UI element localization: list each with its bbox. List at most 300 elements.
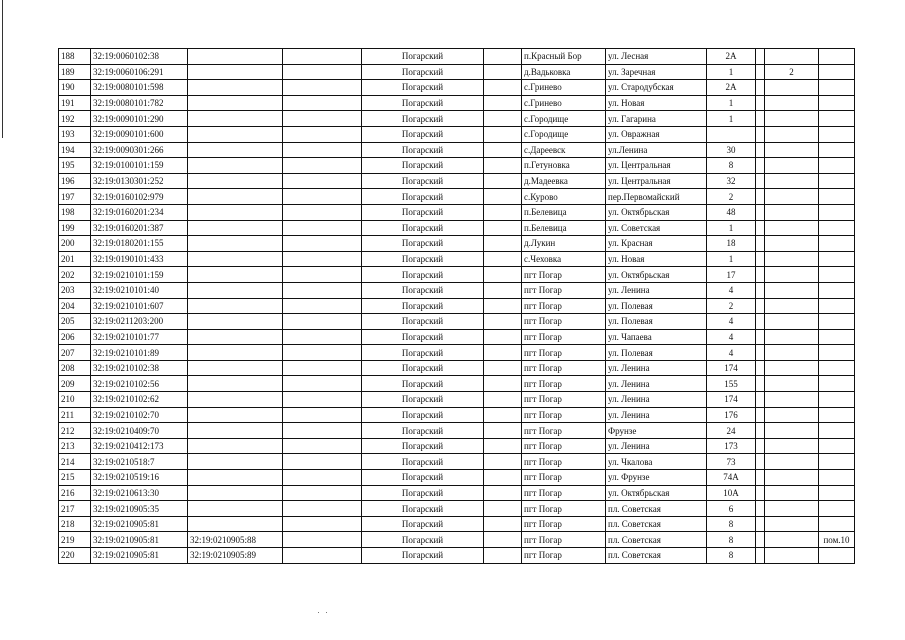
note-cell <box>819 516 855 532</box>
house-number-cell: 4 <box>707 314 756 330</box>
apartment-cell <box>765 111 819 127</box>
premises-cadastral-number-cell <box>188 345 283 361</box>
apartment-cell <box>765 407 819 423</box>
table-body <box>59 49 855 564</box>
table-row <box>59 501 855 517</box>
table-row <box>59 126 855 142</box>
empty-cell <box>283 438 362 454</box>
street-cell: ул. Ленина <box>606 438 707 454</box>
premises-cadastral-number-cell <box>188 423 283 439</box>
table-row <box>59 532 855 548</box>
apartment-cell <box>765 251 819 267</box>
premises-cadastral-number-cell <box>188 282 283 298</box>
premises-cadastral-number-cell <box>188 126 283 142</box>
empty-cell <box>484 501 522 517</box>
table-row <box>59 392 855 408</box>
building-cell <box>756 236 765 252</box>
cadastral-number-cell: 32:19:0080101:782 <box>91 95 188 111</box>
table-row <box>59 251 855 267</box>
table-row <box>59 470 855 486</box>
street-cell: ул. Полевая <box>606 314 707 330</box>
building-cell <box>756 485 765 501</box>
house-number-cell: 2А <box>707 80 756 96</box>
table-row <box>59 282 855 298</box>
locality-cell: пгт Погар <box>522 532 606 548</box>
note-cell <box>819 454 855 470</box>
premises-cadastral-number-cell <box>188 204 283 220</box>
house-number-cell: 48 <box>707 204 756 220</box>
note-cell <box>819 80 855 96</box>
premises-cadastral-number-cell <box>188 470 283 486</box>
empty-cell <box>484 189 522 205</box>
building-cell <box>756 470 765 486</box>
apartment-cell <box>765 189 819 205</box>
note-cell <box>819 345 855 361</box>
locality-cell: пгт Погар <box>522 360 606 376</box>
district-cell: Погарский <box>362 158 484 174</box>
district-cell: Погарский <box>362 204 484 220</box>
table-row <box>59 189 855 205</box>
empty-cell <box>283 158 362 174</box>
district-cell: Погарский <box>362 189 484 205</box>
apartment-cell <box>765 470 819 486</box>
table-row <box>59 314 855 330</box>
table-row <box>59 111 855 127</box>
district-cell: Погарский <box>362 251 484 267</box>
empty-cell <box>283 126 362 142</box>
cadastral-number-cell: 32:19:0090301:266 <box>91 142 188 158</box>
district-cell: Погарский <box>362 345 484 361</box>
empty-cell <box>484 532 522 548</box>
table-row <box>59 423 855 439</box>
row-number-cell: 217 <box>59 501 91 517</box>
row-number-cell: 189 <box>59 64 91 80</box>
street-cell: ул. Ленина <box>606 360 707 376</box>
district-cell: Погарский <box>362 236 484 252</box>
house-number-cell: 6 <box>707 501 756 517</box>
empty-cell <box>484 64 522 80</box>
premises-cadastral-number-cell <box>188 454 283 470</box>
house-number-cell: 155 <box>707 376 756 392</box>
table-row <box>59 80 855 96</box>
row-number-cell: 212 <box>59 423 91 439</box>
house-number-cell: 1 <box>707 64 756 80</box>
row-number-cell: 207 <box>59 345 91 361</box>
premises-cadastral-number-cell <box>188 376 283 392</box>
apartment-cell <box>765 220 819 236</box>
note-cell <box>819 423 855 439</box>
building-cell <box>756 173 765 189</box>
street-cell: ул. Гагарина <box>606 111 707 127</box>
table-row <box>59 142 855 158</box>
street-cell: пл. Советская <box>606 516 707 532</box>
street-cell: ул. Ленина <box>606 376 707 392</box>
building-cell <box>756 282 765 298</box>
row-number-cell: 220 <box>59 548 91 564</box>
district-cell: Погарский <box>362 80 484 96</box>
street-cell: пер.Первомайский <box>606 189 707 205</box>
locality-cell: пгт Погар <box>522 329 606 345</box>
premises-cadastral-number-cell <box>188 267 283 283</box>
building-cell <box>756 501 765 517</box>
note-cell: пом.10 <box>819 532 855 548</box>
building-cell <box>756 423 765 439</box>
district-cell: Погарский <box>362 423 484 439</box>
building-cell <box>756 345 765 361</box>
empty-cell <box>484 267 522 283</box>
cadastral-number-cell: 32:19:0210905:81 <box>91 532 188 548</box>
cadastral-number-cell: 32:19:0210613:30 <box>91 485 188 501</box>
note-cell <box>819 407 855 423</box>
house-number-cell: 2 <box>707 298 756 314</box>
note-cell <box>819 392 855 408</box>
street-cell: ул. Центральная <box>606 158 707 174</box>
street-cell: пл. Советская <box>606 532 707 548</box>
cadastral-number-cell: 32:19:0210102:38 <box>91 360 188 376</box>
house-number-cell: 173 <box>707 438 756 454</box>
premises-cadastral-number-cell <box>188 64 283 80</box>
premises-cadastral-number-cell <box>188 158 283 174</box>
empty-cell <box>484 49 522 65</box>
locality-cell: д.Лукин <box>522 236 606 252</box>
empty-cell <box>283 454 362 470</box>
note-cell <box>819 158 855 174</box>
empty-cell <box>484 407 522 423</box>
premises-cadastral-number-cell <box>188 173 283 189</box>
building-cell <box>756 438 765 454</box>
building-cell <box>756 360 765 376</box>
scan-speck <box>318 612 319 613</box>
district-cell: Погарский <box>362 438 484 454</box>
empty-cell <box>484 80 522 96</box>
table-row <box>59 548 855 564</box>
cadastral-number-cell: 32:19:0210102:56 <box>91 376 188 392</box>
row-number-cell: 205 <box>59 314 91 330</box>
property-registry-table <box>58 48 855 564</box>
house-number-cell: 18 <box>707 236 756 252</box>
row-number-cell: 200 <box>59 236 91 252</box>
house-number-cell: 32 <box>707 173 756 189</box>
building-cell <box>756 267 765 283</box>
empty-cell <box>484 314 522 330</box>
street-cell: ул. Новая <box>606 251 707 267</box>
premises-cadastral-number-cell <box>188 220 283 236</box>
empty-cell <box>484 454 522 470</box>
building-cell <box>756 548 765 564</box>
row-number-cell: 190 <box>59 80 91 96</box>
locality-cell: пгт Погар <box>522 470 606 486</box>
house-number-cell: 2А <box>707 49 756 65</box>
locality-cell: с.Городище <box>522 126 606 142</box>
empty-cell <box>484 298 522 314</box>
cadastral-number-cell: 32:19:0210101:89 <box>91 345 188 361</box>
district-cell: Погарский <box>362 485 484 501</box>
premises-cadastral-number-cell <box>188 111 283 127</box>
table-row <box>59 236 855 252</box>
note-cell <box>819 173 855 189</box>
cadastral-number-cell: 32:19:0210101:40 <box>91 282 188 298</box>
table-row <box>59 204 855 220</box>
empty-cell <box>283 485 362 501</box>
building-cell <box>756 80 765 96</box>
apartment-cell <box>765 282 819 298</box>
district-cell: Погарский <box>362 95 484 111</box>
house-number-cell: 8 <box>707 158 756 174</box>
locality-cell: пгт Погар <box>522 267 606 283</box>
table-row <box>59 267 855 283</box>
apartment-cell <box>765 298 819 314</box>
row-number-cell: 214 <box>59 454 91 470</box>
apartment-cell <box>765 360 819 376</box>
locality-cell: п.Белевица <box>522 204 606 220</box>
empty-cell <box>484 111 522 127</box>
district-cell: Погарский <box>362 548 484 564</box>
empty-cell <box>484 204 522 220</box>
empty-cell <box>484 376 522 392</box>
empty-cell <box>484 236 522 252</box>
cadastral-number-cell: 32:19:0090101:290 <box>91 111 188 127</box>
district-cell: Погарский <box>362 501 484 517</box>
district-cell: Погарский <box>362 392 484 408</box>
locality-cell: с.Дареевск <box>522 142 606 158</box>
district-cell: Погарский <box>362 298 484 314</box>
row-number-cell: 193 <box>59 126 91 142</box>
table-row <box>59 298 855 314</box>
building-cell <box>756 392 765 408</box>
locality-cell: пгт Погар <box>522 516 606 532</box>
empty-cell <box>484 392 522 408</box>
note-cell <box>819 49 855 65</box>
building-cell <box>756 251 765 267</box>
street-cell: ул. Овражная <box>606 126 707 142</box>
house-number-cell: 174 <box>707 392 756 408</box>
premises-cadastral-number-cell <box>188 407 283 423</box>
district-cell: Погарский <box>362 329 484 345</box>
table-row <box>59 516 855 532</box>
district-cell: Погарский <box>362 376 484 392</box>
district-cell: Погарский <box>362 360 484 376</box>
row-number-cell: 202 <box>59 267 91 283</box>
district-cell: Погарский <box>362 49 484 65</box>
cadastral-number-cell: 32:19:0210412:173 <box>91 438 188 454</box>
street-cell: ул. Лесная <box>606 49 707 65</box>
premises-cadastral-number-cell <box>188 142 283 158</box>
premises-cadastral-number-cell <box>188 251 283 267</box>
premises-cadastral-number-cell <box>188 501 283 517</box>
row-number-cell: 201 <box>59 251 91 267</box>
cadastral-number-cell: 32:19:0060106:291 <box>91 64 188 80</box>
apartment-cell <box>765 392 819 408</box>
apartment-cell <box>765 142 819 158</box>
locality-cell: пгт Погар <box>522 454 606 470</box>
premises-cadastral-number-cell: 32:19:0210905:88 <box>188 532 283 548</box>
table-row <box>59 49 855 65</box>
empty-cell <box>283 282 362 298</box>
street-cell: ул. Полевая <box>606 298 707 314</box>
table-row <box>59 376 855 392</box>
district-cell: Погарский <box>362 454 484 470</box>
street-cell: ул. Октябрьская <box>606 267 707 283</box>
apartment-cell <box>765 204 819 220</box>
empty-cell <box>484 516 522 532</box>
empty-cell <box>283 501 362 517</box>
row-number-cell: 198 <box>59 204 91 220</box>
street-cell: ул. Новая <box>606 95 707 111</box>
note-cell <box>819 470 855 486</box>
building-cell <box>756 220 765 236</box>
note-cell <box>819 438 855 454</box>
district-cell: Погарский <box>362 64 484 80</box>
empty-cell <box>283 267 362 283</box>
building-cell <box>756 142 765 158</box>
empty-cell <box>484 548 522 564</box>
empty-cell <box>283 314 362 330</box>
scan-edge-mark <box>2 0 3 138</box>
row-number-cell: 216 <box>59 485 91 501</box>
house-number-cell: 176 <box>707 407 756 423</box>
cadastral-number-cell: 32:19:0100101:159 <box>91 158 188 174</box>
street-cell: ул. Ленина <box>606 407 707 423</box>
district-cell: Погарский <box>362 314 484 330</box>
empty-cell <box>283 407 362 423</box>
cadastral-number-cell: 32:19:0210102:62 <box>91 392 188 408</box>
table-row <box>59 95 855 111</box>
building-cell <box>756 64 765 80</box>
premises-cadastral-number-cell <box>188 314 283 330</box>
table-row <box>59 158 855 174</box>
house-number-cell <box>707 126 756 142</box>
cadastral-number-cell: 32:19:0210905:35 <box>91 501 188 517</box>
empty-cell <box>283 345 362 361</box>
empty-cell <box>283 329 362 345</box>
apartment-cell <box>765 95 819 111</box>
cadastral-number-cell: 32:19:0080101:598 <box>91 80 188 96</box>
empty-cell <box>283 360 362 376</box>
building-cell <box>756 532 765 548</box>
cadastral-number-cell: 32:19:0210101:159 <box>91 267 188 283</box>
locality-cell: с.Чеховка <box>522 251 606 267</box>
building-cell <box>756 407 765 423</box>
locality-cell: пгт Погар <box>522 376 606 392</box>
apartment-cell <box>765 376 819 392</box>
district-cell: Погарский <box>362 516 484 532</box>
locality-cell: с.Городище <box>522 111 606 127</box>
apartment-cell <box>765 158 819 174</box>
empty-cell <box>484 282 522 298</box>
row-number-cell: 195 <box>59 158 91 174</box>
apartment-cell <box>765 267 819 283</box>
empty-cell <box>283 204 362 220</box>
empty-cell <box>283 111 362 127</box>
cadastral-number-cell: 32:19:0210409:70 <box>91 423 188 439</box>
table-row <box>59 345 855 361</box>
house-number-cell: 174 <box>707 360 756 376</box>
locality-cell: пгт Погар <box>522 407 606 423</box>
row-number-cell: 215 <box>59 470 91 486</box>
empty-cell <box>283 470 362 486</box>
building-cell <box>756 516 765 532</box>
empty-cell <box>283 95 362 111</box>
table-row <box>59 407 855 423</box>
locality-cell: пгт Погар <box>522 485 606 501</box>
house-number-cell: 73 <box>707 454 756 470</box>
empty-cell <box>283 236 362 252</box>
cadastral-number-cell: 32:19:0210102:70 <box>91 407 188 423</box>
apartment-cell <box>765 485 819 501</box>
street-cell: ул. Полевая <box>606 345 707 361</box>
apartment-cell <box>765 173 819 189</box>
apartment-cell <box>765 501 819 517</box>
locality-cell: д.Мадеевка <box>522 173 606 189</box>
district-cell: Погарский <box>362 407 484 423</box>
note-cell <box>819 220 855 236</box>
note-cell <box>819 251 855 267</box>
street-cell: ул. Советская <box>606 220 707 236</box>
empty-cell <box>484 470 522 486</box>
house-number-cell: 24 <box>707 423 756 439</box>
locality-cell: пгт Погар <box>522 345 606 361</box>
district-cell: Погарский <box>362 220 484 236</box>
building-cell <box>756 158 765 174</box>
district-cell: Погарский <box>362 267 484 283</box>
table-row <box>59 173 855 189</box>
row-number-cell: 197 <box>59 189 91 205</box>
house-number-cell: 2 <box>707 189 756 205</box>
house-number-cell: 74А <box>707 470 756 486</box>
building-cell <box>756 49 765 65</box>
note-cell <box>819 485 855 501</box>
table-row <box>59 438 855 454</box>
table-row <box>59 454 855 470</box>
row-number-cell: 210 <box>59 392 91 408</box>
apartment-cell <box>765 548 819 564</box>
building-cell <box>756 314 765 330</box>
street-cell: Фрунзе <box>606 423 707 439</box>
empty-cell <box>484 251 522 267</box>
premises-cadastral-number-cell <box>188 189 283 205</box>
note-cell <box>819 329 855 345</box>
row-number-cell: 211 <box>59 407 91 423</box>
district-cell: Погарский <box>362 173 484 189</box>
cadastral-number-cell: 32:19:0130301:252 <box>91 173 188 189</box>
apartment-cell <box>765 454 819 470</box>
empty-cell <box>484 142 522 158</box>
street-cell: ул.Ленина <box>606 142 707 158</box>
table-row <box>59 485 855 501</box>
empty-cell <box>283 516 362 532</box>
cadastral-number-cell: 32:19:0160201:234 <box>91 204 188 220</box>
street-cell: ул. Красная <box>606 236 707 252</box>
building-cell <box>756 111 765 127</box>
street-cell: ул. Заречная <box>606 64 707 80</box>
row-number-cell: 203 <box>59 282 91 298</box>
cadastral-number-cell: 32:19:0211203:200 <box>91 314 188 330</box>
street-cell: ул. Октябрьская <box>606 485 707 501</box>
house-number-cell: 17 <box>707 267 756 283</box>
house-number-cell: 1 <box>707 95 756 111</box>
building-cell <box>756 376 765 392</box>
district-cell: Погарский <box>362 282 484 298</box>
district-cell: Погарский <box>362 111 484 127</box>
empty-cell <box>283 423 362 439</box>
row-number-cell: 218 <box>59 516 91 532</box>
locality-cell: пгт Погар <box>522 423 606 439</box>
empty-cell <box>283 142 362 158</box>
cadastral-number-cell: 32:19:0160201:387 <box>91 220 188 236</box>
premises-cadastral-number-cell <box>188 360 283 376</box>
house-number-cell: 1 <box>707 251 756 267</box>
row-number-cell: 196 <box>59 173 91 189</box>
